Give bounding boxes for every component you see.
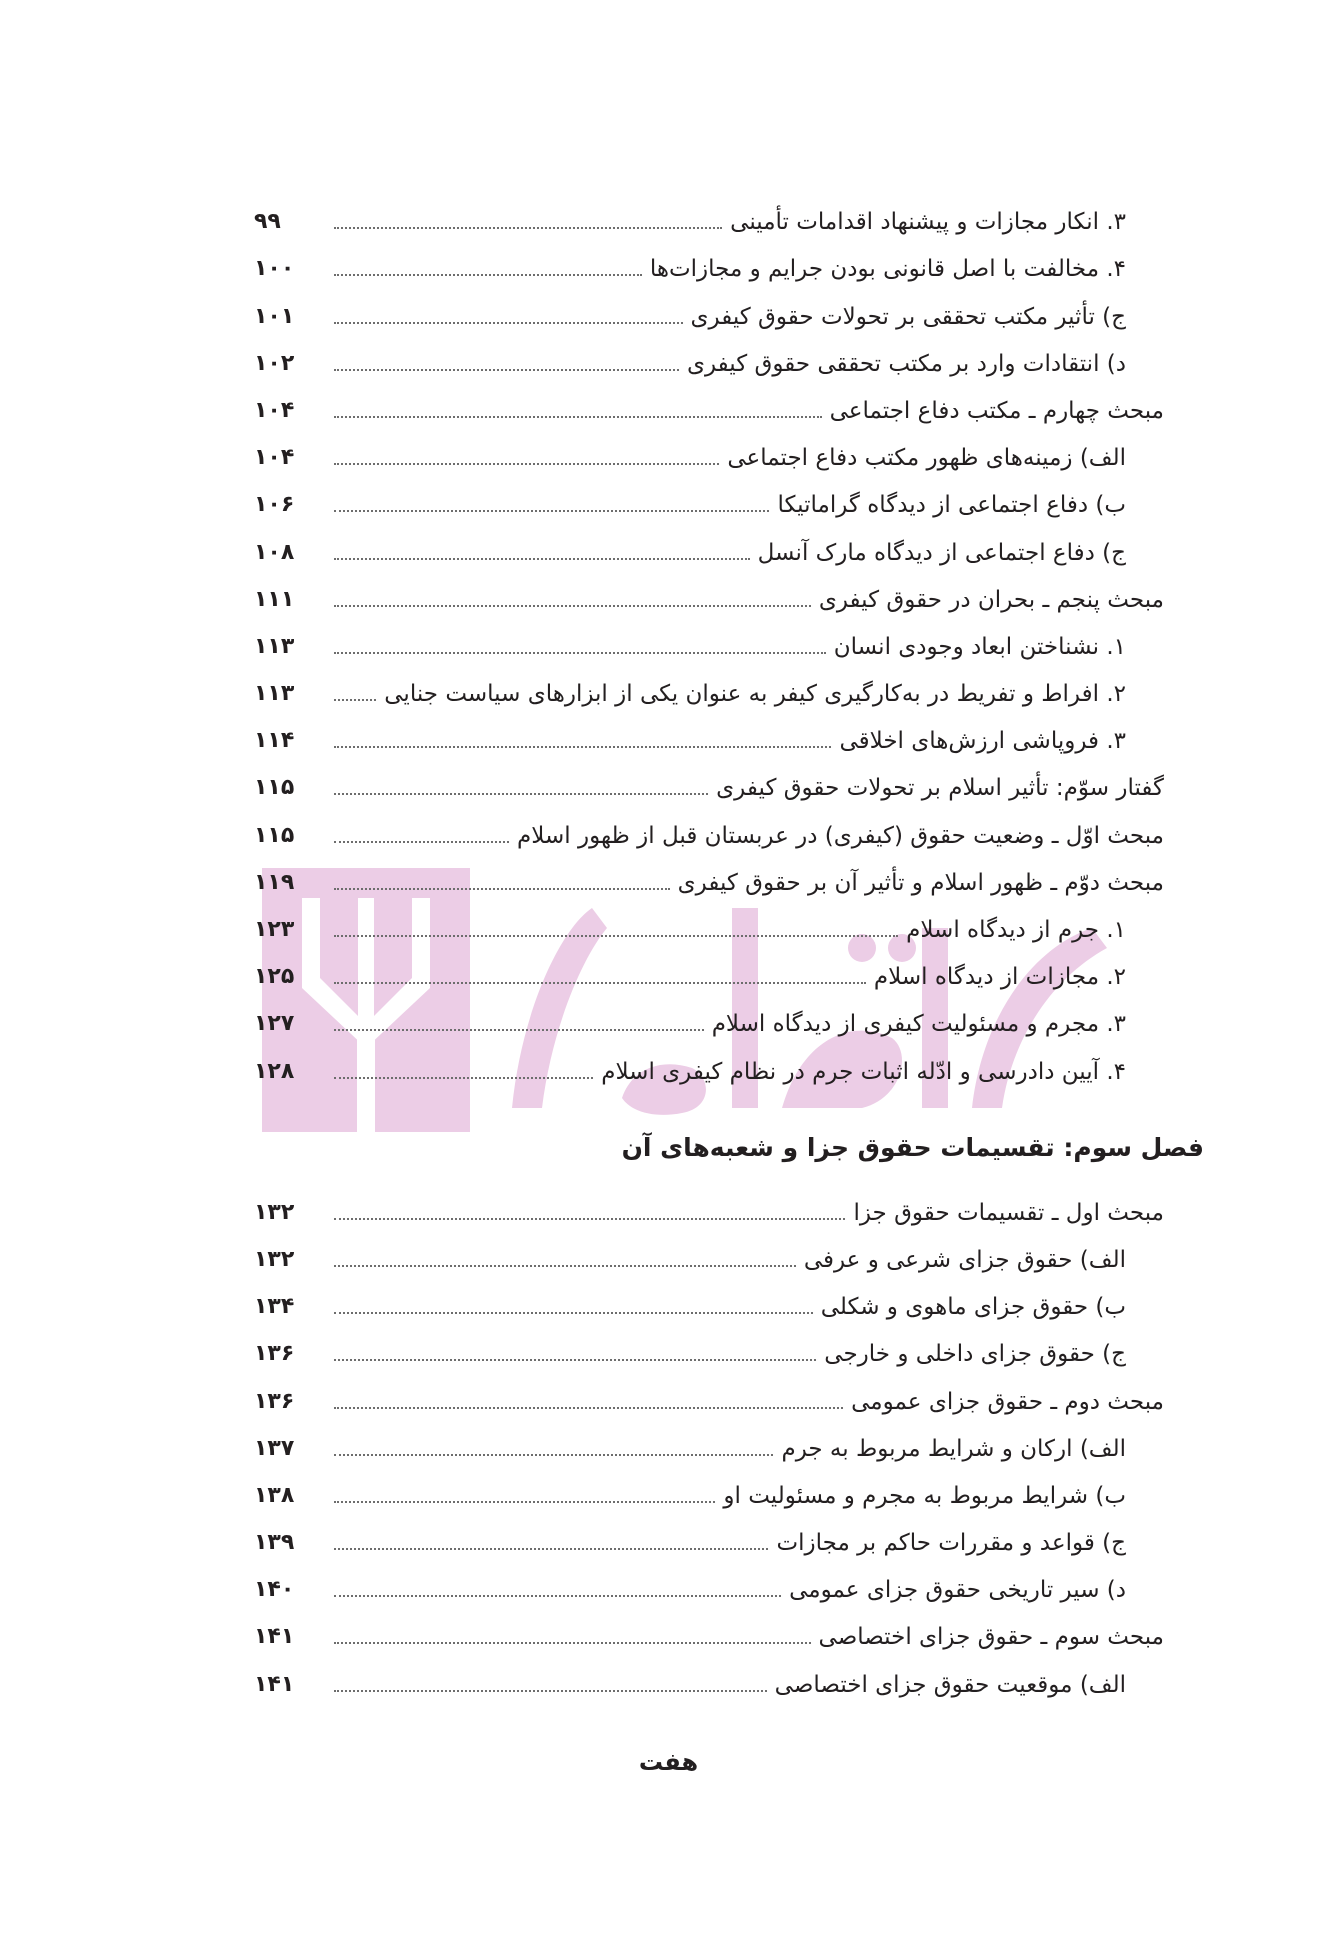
dot-leader: [334, 1501, 715, 1503]
toc-entry-page-number: ۱۱۹: [254, 869, 295, 895]
toc-entry[interactable]: [254, 190, 1164, 237]
toc-entry-page-number: ۱۳۸: [254, 1482, 295, 1508]
toc-entry[interactable]: [254, 1228, 1164, 1275]
dot-leader: [334, 935, 898, 937]
toc-entry-title: ۱. نشناختن ابعاد وجودی انسان: [833, 633, 1126, 660]
toc-entry-title: مبحث اول ـ تقسیمات حقوق جزا: [853, 1199, 1164, 1226]
toc-entry-page-number: ۱۲۵: [254, 964, 295, 990]
toc-entry-page-number: ۱۴۰: [254, 1577, 295, 1603]
toc-entry[interactable]: [254, 1181, 1164, 1228]
dot-leader: [334, 1029, 704, 1031]
toc-entry[interactable]: [254, 1558, 1164, 1605]
toc-entry[interactable]: [254, 379, 1164, 426]
toc-entry[interactable]: [254, 1369, 1164, 1416]
toc-entry[interactable]: [254, 662, 1164, 709]
dot-leader: [334, 793, 708, 795]
dot-leader: [334, 1595, 781, 1597]
toc-entry[interactable]: [254, 284, 1164, 331]
toc-entry[interactable]: [254, 803, 1164, 850]
dot-leader: [334, 1359, 816, 1361]
toc-entry-page-number: ۱۰۴: [254, 397, 295, 423]
toc-entry[interactable]: [254, 1417, 1164, 1464]
toc-entry-page-number: ۱۱۵: [254, 822, 295, 848]
toc-entry-title: مبحث چهارم ـ مکتب دفاع اجتماعی: [829, 397, 1164, 424]
toc-entry-page-number: ۱۰۲: [254, 350, 295, 376]
toc-entry[interactable]: [254, 898, 1164, 945]
dot-leader: [334, 322, 683, 324]
toc-entry[interactable]: [254, 237, 1164, 284]
dot-leader: [334, 1548, 768, 1550]
toc-entry-page-number: ۱۱۳: [254, 633, 295, 659]
toc-entry-title: مبحث دوم ـ حقوق جزای عمومی: [851, 1388, 1164, 1415]
dot-leader: [334, 558, 750, 560]
toc-entry[interactable]: [254, 851, 1164, 898]
toc-entry-page-number: ۱۳۲: [254, 1246, 295, 1272]
dot-leader: [334, 1454, 773, 1456]
toc-entry-page-number: ۱۲۷: [254, 1011, 295, 1037]
toc-entry-title: ج) دفاع اجتماعی از دیدگاه مارک آنسل: [757, 539, 1126, 566]
toc-entry-page-number: ۱۰۶: [254, 492, 295, 518]
toc-entry-page-number: ۱۳۷: [254, 1435, 295, 1461]
table-of-contents: [254, 190, 1204, 1700]
toc-entry-page-number: ۱۱۳: [254, 681, 295, 707]
toc-entry[interactable]: [254, 473, 1164, 520]
page-number-footer: هفت: [638, 1748, 699, 1776]
toc-entry-title: ۲. افراط و تفریط در به‌کارگیری کیفر به عنوان یکی از ابزارهای سیاست جنایی: [384, 681, 1126, 708]
dot-leader: [334, 1218, 845, 1220]
dot-leader: [334, 1642, 811, 1644]
toc-entry-title: ۱. جرم از دیدگاه اسلام: [906, 917, 1126, 943]
toc-entry-page-number: ۱۳۲: [254, 1199, 295, 1225]
dot-leader: [334, 1407, 843, 1409]
toc-entry[interactable]: [254, 1464, 1164, 1511]
toc-entry-title: ج) قواعد و مقررات حاکم بر مجازات: [776, 1530, 1126, 1557]
toc-entry-title: ۳. مجرم و مسئولیت کیفری از دیدگاه اسلام: [711, 1011, 1126, 1038]
toc-list-part2: [254, 1181, 1164, 1700]
toc-entry-title: ۲. مجازات از دیدگاه اسلام: [873, 964, 1126, 991]
toc-entry[interactable]: [254, 1652, 1164, 1699]
toc-entry-page-number: ۱۱۱: [254, 586, 295, 612]
toc-entry-page-number: ۱۱۴: [254, 728, 295, 754]
toc-entry-title: مبحث اوّل ـ وضعیت حقوق (کیفری) در عربستان قبل از ظهور اسلام: [517, 822, 1164, 849]
dot-leader: [334, 1265, 796, 1267]
dot-leader: [334, 652, 826, 654]
dot-leader: [334, 888, 670, 890]
toc-entry-title: ۴. آیین دادرسی و ادّله اثبات جرم در نظام کیفری اسلام: [601, 1058, 1126, 1085]
toc-entry-page-number: ۱۳۶: [254, 1341, 295, 1367]
toc-entry-title: ۳. فروپاشی ارزش‌های اخلاقی: [839, 728, 1126, 755]
toc-entry-title: ب) حقوق جزای ماهوی و شکلی: [820, 1294, 1126, 1321]
toc-entry-title: الف) زمینه‌های ظهور مکتب دفاع اجتماعی: [727, 445, 1126, 472]
toc-section-fasl-3: [254, 1131, 1204, 1700]
dot-leader: [334, 369, 679, 371]
dot-leader: [334, 274, 642, 276]
toc-entry[interactable]: [254, 426, 1164, 473]
toc-entry-title: مبحث سوم ـ حقوق جزای اختصاصی: [818, 1624, 1164, 1651]
toc-entry[interactable]: [254, 568, 1164, 615]
toc-entry-page-number: ۱۰۰: [254, 256, 295, 282]
toc-entry-title: ج) تأثیر مکتب تحققی بر تحولات حقوق کیفری: [690, 303, 1126, 330]
dot-leader: [334, 699, 376, 701]
toc-entry[interactable]: [254, 992, 1164, 1039]
dot-leader: [334, 605, 811, 607]
toc-entry-page-number: ۱۰۱: [254, 303, 295, 329]
chapter-heading: فصل سوم: تقسیمات حقوق جزا و شعبه‌های آن: [621, 1132, 1204, 1162]
toc-entry-title: گفتار سوّم: تأثیر اسلام بر تحولات حقوق کیفری: [716, 775, 1164, 802]
toc-entry-title: الف) ارکان و شرایط مربوط به جرم: [781, 1435, 1126, 1462]
toc-entry-title: د) سیر تاریخی حقوق جزای عمومی: [789, 1577, 1126, 1604]
dot-leader: [334, 746, 831, 748]
toc-entry[interactable]: [254, 945, 1164, 992]
dot-leader: [334, 510, 769, 512]
toc-entry[interactable]: [254, 332, 1164, 379]
toc-entry-page-number: ۹۹: [254, 209, 281, 235]
toc-entry-title: مبحث دوّم ـ ظهور اسلام و تأثیر آن بر حقوق کیفری: [677, 869, 1164, 896]
toc-entry[interactable]: [254, 520, 1164, 567]
toc-entry[interactable]: [254, 1039, 1164, 1086]
toc-entry-page-number: ۱۴۱: [254, 1624, 295, 1650]
toc-entry-title: د) انتقادات وارد بر مکتب تحققی حقوق کیفری: [686, 350, 1126, 377]
toc-list-part1: [254, 190, 1164, 1087]
toc-entry[interactable]: [254, 1511, 1164, 1558]
dot-leader: [334, 841, 509, 843]
toc-entry-title: ج) حقوق جزای داخلی و خارجی: [824, 1341, 1126, 1368]
toc-entry-title: الف) موقعیت حقوق جزای اختصاصی: [774, 1671, 1126, 1698]
dot-leader: [334, 416, 822, 418]
toc-entry-page-number: ۱۱۵: [254, 775, 295, 801]
toc-entry-page-number: ۱۲۸: [254, 1058, 295, 1084]
toc-entry-title: ب) شرایط مربوط به مجرم و مسئولیت او: [723, 1482, 1126, 1509]
toc-entry-title: الف) حقوق جزای شرعی و عرفی: [803, 1246, 1126, 1273]
dot-leader: [334, 463, 719, 465]
toc-entry-page-number: ۱۰۴: [254, 445, 295, 471]
toc-entry-page-number: ۱۳۶: [254, 1388, 295, 1414]
toc-entry[interactable]: [254, 1275, 1164, 1322]
toc-entry-page-number: ۱۲۳: [254, 917, 295, 942]
toc-entry-page-number: ۱۴۱: [254, 1671, 295, 1697]
dot-leader: [334, 227, 722, 229]
toc-entry[interactable]: [254, 756, 1164, 803]
toc-entry-title: مبحث پنجم ـ بحران در حقوق کیفری: [818, 586, 1164, 613]
toc-entry-page-number: ۱۰۸: [254, 539, 295, 565]
toc-entry-page-number: ۱۳۹: [254, 1530, 295, 1556]
dot-leader: [334, 1312, 813, 1314]
toc-entry[interactable]: [254, 1322, 1164, 1369]
dot-leader: [334, 1690, 767, 1692]
dot-leader: [334, 982, 866, 984]
toc-entry-title: ب) دفاع اجتماعی از دیدگاه گراماتیکا: [777, 492, 1126, 519]
toc-entry[interactable]: [254, 709, 1164, 756]
toc-entry-page-number: ۱۳۴: [254, 1294, 295, 1320]
dot-leader: [334, 1077, 593, 1079]
toc-entry-title: ۴. مخالفت با اصل قانونی بودن جرایم و مجازات‌ها: [649, 256, 1126, 283]
toc-entry[interactable]: [254, 615, 1164, 662]
toc-entry-title: ۳. انکار مجازات و پیشنهاد اقدامات تأمینی: [730, 209, 1126, 236]
toc-entry[interactable]: [254, 1605, 1164, 1652]
